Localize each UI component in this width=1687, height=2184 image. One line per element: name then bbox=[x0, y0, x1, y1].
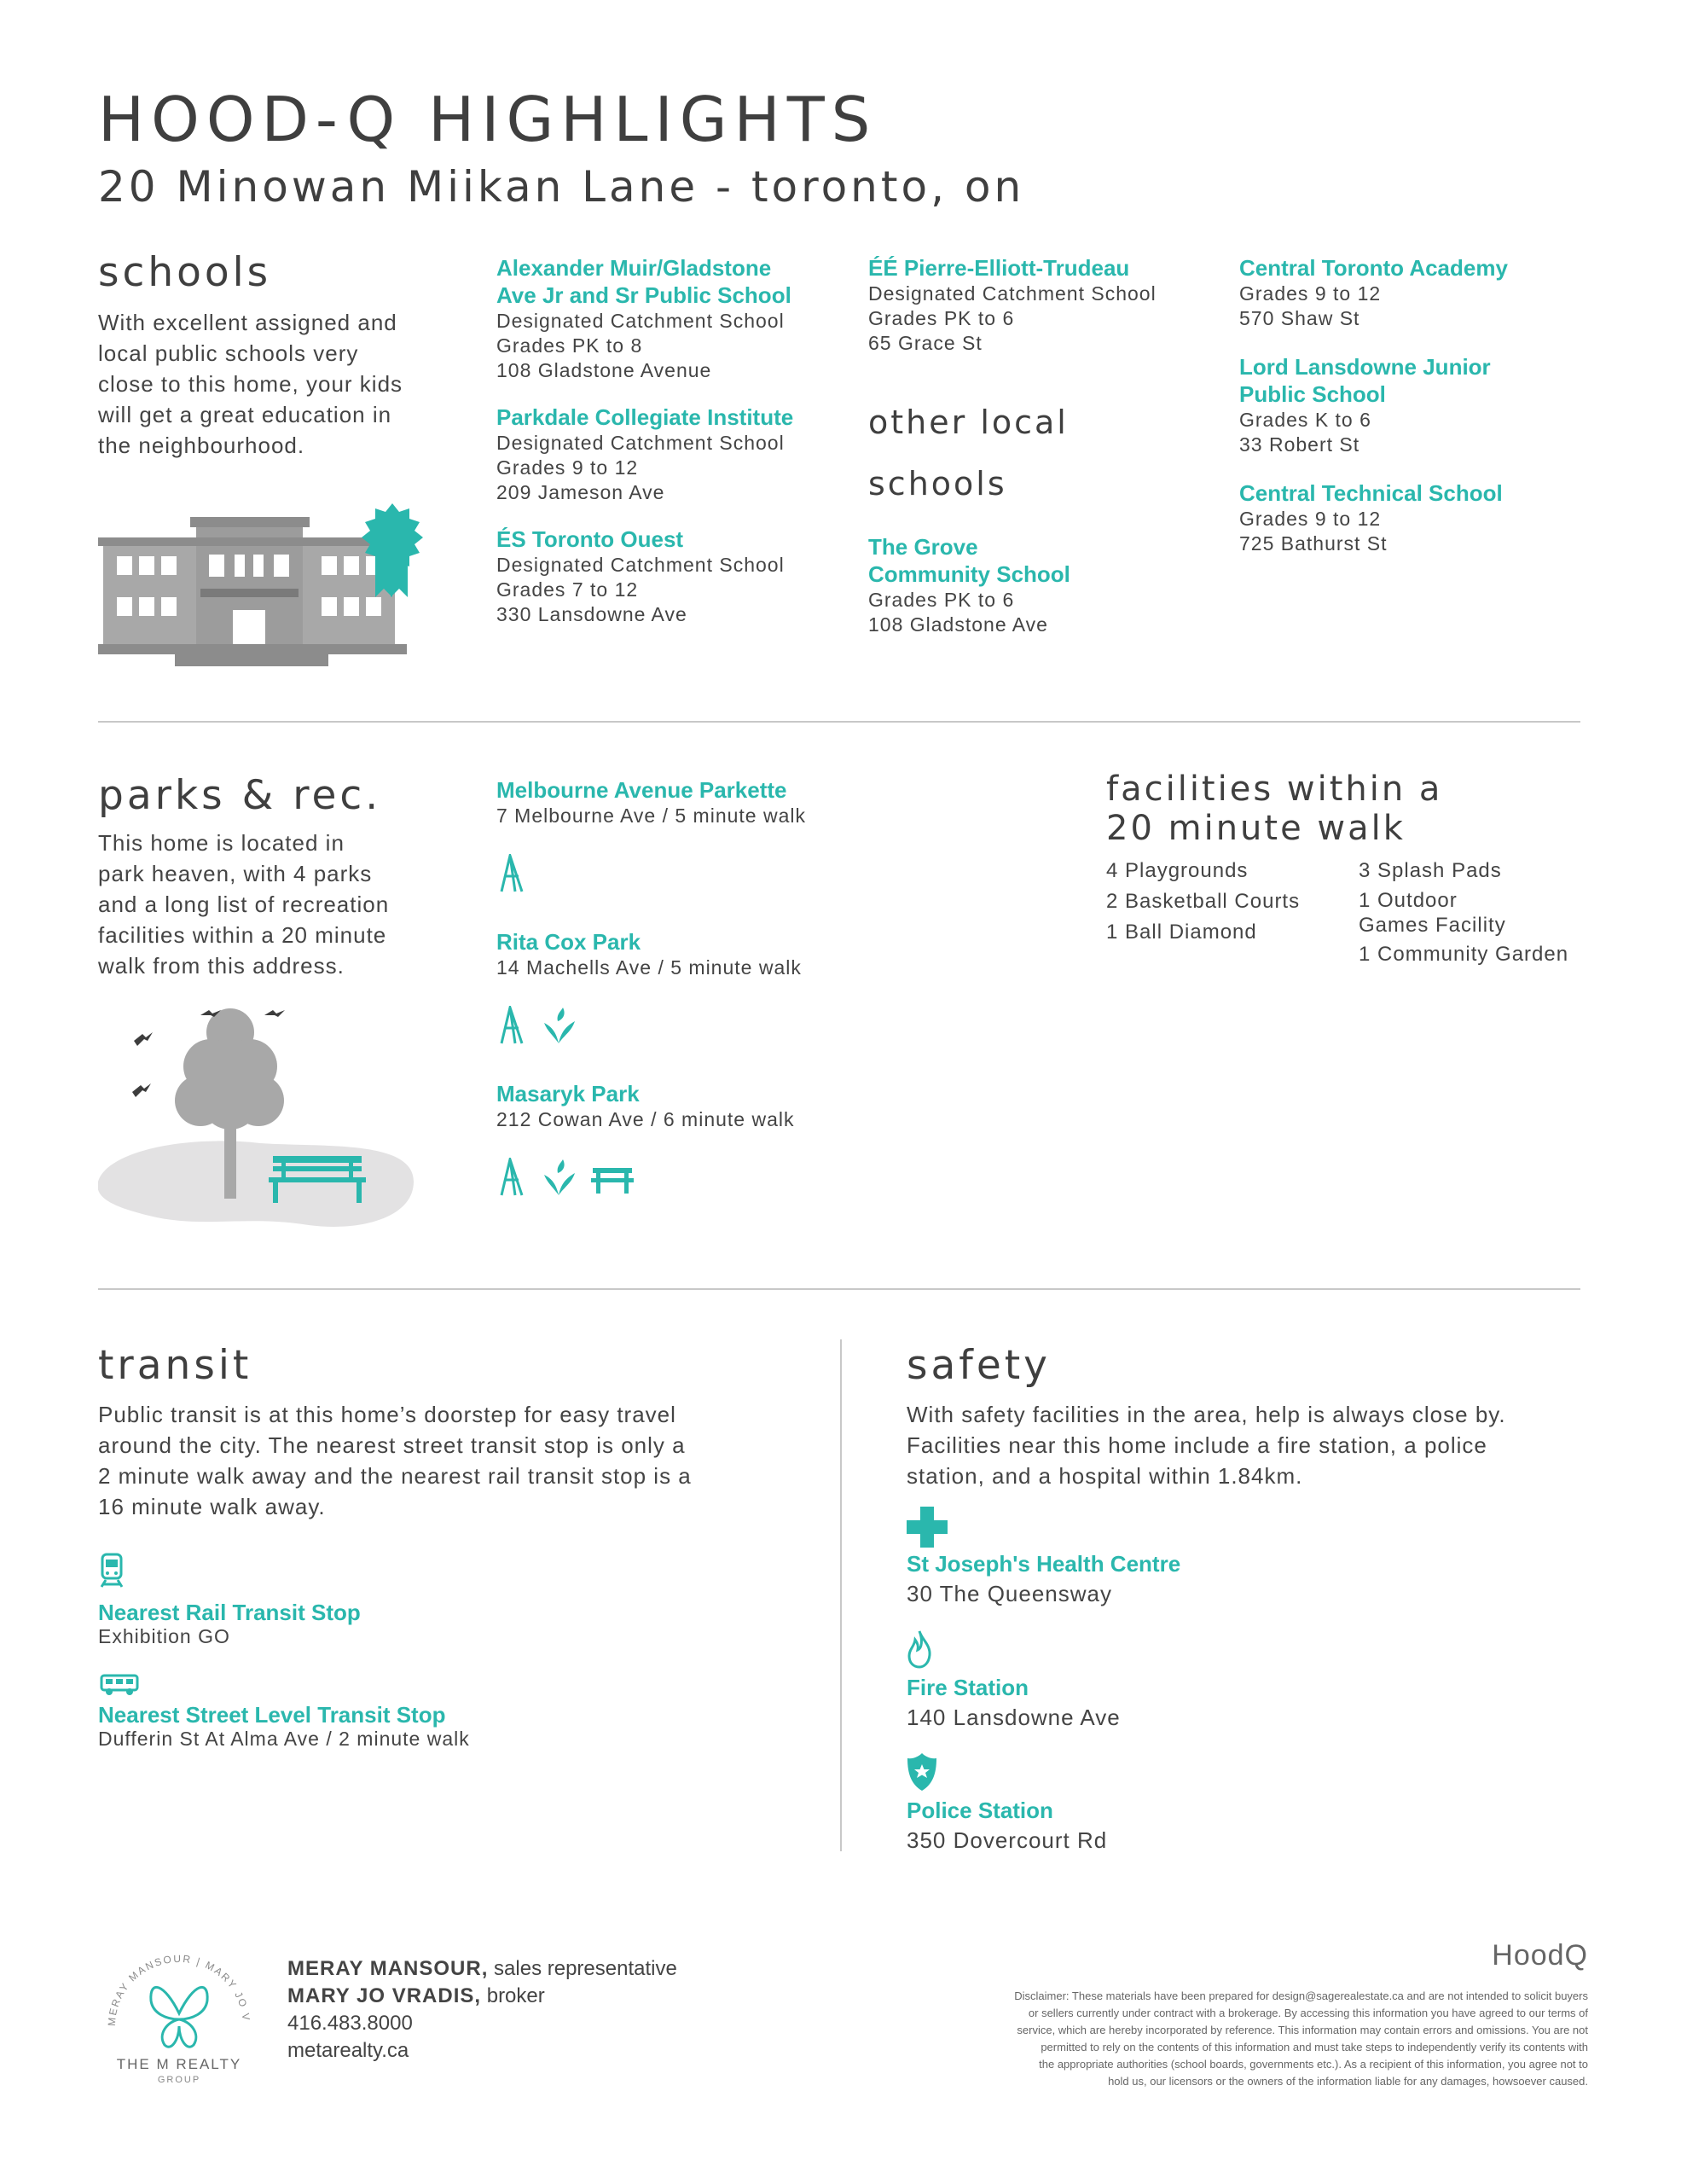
facility-item: 1 Ball Diamond bbox=[1106, 921, 1257, 944]
picnic-table-icon bbox=[591, 1158, 634, 1197]
school-name[interactable]: Central Technical School bbox=[1239, 480, 1503, 506]
playground-icon bbox=[496, 1158, 527, 1197]
school-address: 330 Lansdowne Ave bbox=[496, 603, 687, 625]
splash-pad-icon bbox=[539, 1006, 578, 1045]
logo-ring-text: MERAY MANSOUR | MARY JO V bbox=[105, 1952, 252, 2027]
facilities-column-1 bbox=[1106, 857, 1345, 946]
fire-flame-icon bbox=[907, 1629, 932, 1669]
agent2-role: broker bbox=[481, 1984, 545, 2007]
safety-heading: safety bbox=[907, 1342, 1051, 1389]
school-name[interactable]: Lord Lansdowne Junior Public School bbox=[1239, 354, 1491, 407]
school-grades: Grades 9 to 12 bbox=[1239, 282, 1382, 305]
section-divider bbox=[98, 1288, 1580, 1290]
park-detail: 212 Cowan Ave / 6 minute walk bbox=[496, 1108, 795, 1130]
school-entry bbox=[1239, 254, 1597, 331]
logo-name: THE M REALTY bbox=[116, 2056, 242, 2072]
logo-mark bbox=[98, 1941, 260, 2060]
page-title: HOOD-Q HIGHLIGHTS bbox=[98, 84, 878, 155]
m-realty-logo bbox=[98, 1941, 260, 2086]
school-entry bbox=[496, 254, 855, 383]
school-entry bbox=[868, 254, 1226, 356]
facility-item: 1 Community Garden bbox=[1359, 943, 1569, 966]
park-detail: 7 Melbourne Ave / 5 minute walk bbox=[496, 804, 806, 827]
schools-heading: schools bbox=[98, 249, 272, 296]
parks-list bbox=[496, 776, 1025, 1197]
fire-station-title[interactable]: Fire Station bbox=[907, 1675, 1029, 1700]
facility-item: 2 Basketball Courts bbox=[1106, 890, 1301, 913]
park-name[interactable]: Rita Cox Park bbox=[496, 929, 641, 955]
train-icon bbox=[100, 1553, 124, 1589]
transit-intro: Public transit is at this home’s doorstep for easy travel around the city. The nearest street transit stop is only a 2 minute walk away and the nearest rail transit stop is a 16 minute walk away. bbox=[98, 1402, 692, 1519]
rail-transit-value: Exhibition GO bbox=[98, 1625, 230, 1647]
park-amenity-icons bbox=[496, 854, 1025, 893]
agent2-name: MARY JO VRADIS, bbox=[287, 1984, 482, 2007]
agent1-role: sales representative bbox=[488, 1957, 677, 1980]
parks-intro: This home is located in park heaven, with 4 parks and a long list of recreation facilities within a 20 minute walk from this address. bbox=[98, 830, 390, 979]
other-local-schools-heading: other local schools bbox=[868, 404, 1069, 502]
rail-transit-title[interactable]: Nearest Rail Transit Stop bbox=[98, 1600, 361, 1625]
school-entry bbox=[1239, 479, 1597, 556]
park-name[interactable]: Melbourne Avenue Parkette bbox=[496, 777, 787, 803]
school-name[interactable]: The Grove Community School bbox=[868, 534, 1070, 587]
school-name[interactable]: ÉS Toronto Ouest bbox=[496, 526, 684, 552]
hospital-cross-icon bbox=[907, 1507, 948, 1548]
website-link[interactable]: metarealty.ca bbox=[287, 2039, 409, 2062]
school-building-illustration bbox=[98, 503, 439, 670]
school-entry bbox=[496, 526, 855, 627]
facility-item: 1 Outdoor bbox=[1359, 889, 1458, 912]
school-address: 570 Shaw St bbox=[1239, 307, 1360, 329]
park-amenity-icons bbox=[496, 1006, 1025, 1045]
school-entry bbox=[868, 533, 1226, 637]
transit-heading: transit bbox=[98, 1342, 252, 1389]
school-name[interactable]: ÉÉ Pierre-Elliott-Trudeau bbox=[868, 255, 1130, 281]
school-name[interactable]: Parkdale Collegiate Institute bbox=[496, 404, 794, 430]
schools-intro: With excellent assigned and local public schools very close to this home, your kids will get a great education in the neighbourhood. bbox=[98, 310, 403, 458]
column-divider bbox=[840, 1339, 842, 1851]
school-name[interactable]: Central Toronto Academy bbox=[1239, 255, 1508, 281]
police-station-title[interactable]: Police Station bbox=[907, 1798, 1053, 1823]
street-transit-title[interactable]: Nearest Street Level Transit Stop bbox=[98, 1702, 446, 1728]
schools-column-3 bbox=[1239, 254, 1597, 556]
school-grades: Grades 9 to 12 bbox=[496, 456, 639, 479]
school-grades: Grades PK to 6 bbox=[868, 307, 1015, 329]
safety-intro: With safety facilities in the area, help is always close by. Facilities near this home include a fire station, a police station, and a hospital within 1.84km. bbox=[907, 1402, 1506, 1489]
facilities-column-2 bbox=[1359, 857, 1597, 968]
street-transit-value: Dufferin St At Alma Ave / 2 minute walk bbox=[98, 1728, 470, 1750]
school-catchment: Designated Catchment School bbox=[496, 310, 785, 332]
school-address: 65 Grace St bbox=[868, 332, 983, 354]
park-name[interactable]: Masaryk Park bbox=[496, 1081, 640, 1107]
park-illustration bbox=[98, 1002, 422, 1237]
school-catchment: Designated Catchment School bbox=[496, 432, 785, 454]
facility-item: 3 Splash Pads bbox=[1359, 859, 1502, 882]
fire-station-value: 140 Lansdowne Ave bbox=[907, 1705, 1121, 1730]
parks-heading: parks & rec. bbox=[98, 772, 382, 819]
park-entry bbox=[496, 776, 1025, 928]
police-station-value: 350 Dovercourt Rd bbox=[907, 1827, 1108, 1853]
school-entry bbox=[496, 404, 855, 505]
school-address: 725 Bathurst St bbox=[1239, 532, 1388, 555]
agent1-name: MERAY MANSOUR, bbox=[287, 1957, 489, 1980]
park-amenity-icons bbox=[496, 1158, 1025, 1197]
school-address: 209 Jameson Ave bbox=[496, 481, 665, 503]
phone-number[interactable]: 416.483.8000 bbox=[287, 2012, 413, 2035]
school-catchment: Designated Catchment School bbox=[868, 282, 1157, 305]
svg-text:MERAY MANSOUR | MARY JO VRADIS bbox=[98, 1941, 252, 2026]
school-grades: Grades 7 to 12 bbox=[496, 578, 639, 601]
park-detail: 14 Machells Ave / 5 minute walk bbox=[496, 956, 802, 979]
school-grades: Grades K to 6 bbox=[1239, 409, 1371, 431]
hospital-title[interactable]: St Joseph's Health Centre bbox=[907, 1551, 1181, 1577]
police-shield-icon bbox=[907, 1752, 937, 1792]
splash-pad-icon bbox=[539, 1158, 578, 1197]
page-subtitle-address: 20 Minowan Miikan Lane - toronto, on bbox=[98, 162, 1025, 212]
school-address: 108 Gladstone Ave bbox=[868, 613, 1048, 636]
school-grades: Grades 9 to 12 bbox=[1239, 508, 1382, 530]
park-entry bbox=[496, 928, 1025, 1080]
school-address: 108 Gladstone Avenue bbox=[496, 359, 712, 381]
bus-icon bbox=[100, 1674, 139, 1696]
section-divider bbox=[98, 721, 1580, 723]
school-grades: Grades PK to 8 bbox=[496, 334, 643, 357]
hospital-value: 30 The Queensway bbox=[907, 1581, 1112, 1606]
playground-icon bbox=[496, 854, 527, 893]
logo-group: GROUP bbox=[157, 2075, 201, 2085]
school-grades: Grades PK to 6 bbox=[868, 589, 1015, 611]
school-entry bbox=[1239, 353, 1597, 457]
facility-item: Games Facility bbox=[1359, 914, 1506, 937]
school-name[interactable]: Alexander Muir/Gladstone Ave Jr and Sr Public School bbox=[496, 255, 791, 308]
facilities-heading: facilities within a 20 minute walk bbox=[1106, 770, 1443, 848]
schools-column-1 bbox=[496, 254, 855, 627]
park-entry bbox=[496, 1080, 1025, 1197]
schools-column-2 bbox=[868, 254, 1226, 637]
disclaimer: Disclaimer: These materials have been prepared for design@sagerealestate.ca and are not intended to solicit buyers or sellers currently under contract with a brokerage. By accessing this information you have agreed to our terms of service, which are hereby incorporated by reference. This information may contain errors and omissions. You are not permitted to rely on the contents of this information and must take steps to independently verify its contents with the appropriate authorities (school boards, governments etc.). As a recipient of this information, you agree not to hold us, our licensors or the owners of the information liable for any damages, howsoever caused. bbox=[1014, 1989, 1588, 2088]
school-address: 33 Robert St bbox=[1239, 433, 1360, 456]
playground-icon bbox=[496, 1006, 527, 1045]
facility-item: 4 Playgrounds bbox=[1106, 859, 1249, 882]
hoodq-brand: HoodQ bbox=[1492, 1939, 1588, 1972]
agent-contact bbox=[287, 1955, 677, 2065]
school-catchment: Designated Catchment School bbox=[496, 554, 785, 576]
